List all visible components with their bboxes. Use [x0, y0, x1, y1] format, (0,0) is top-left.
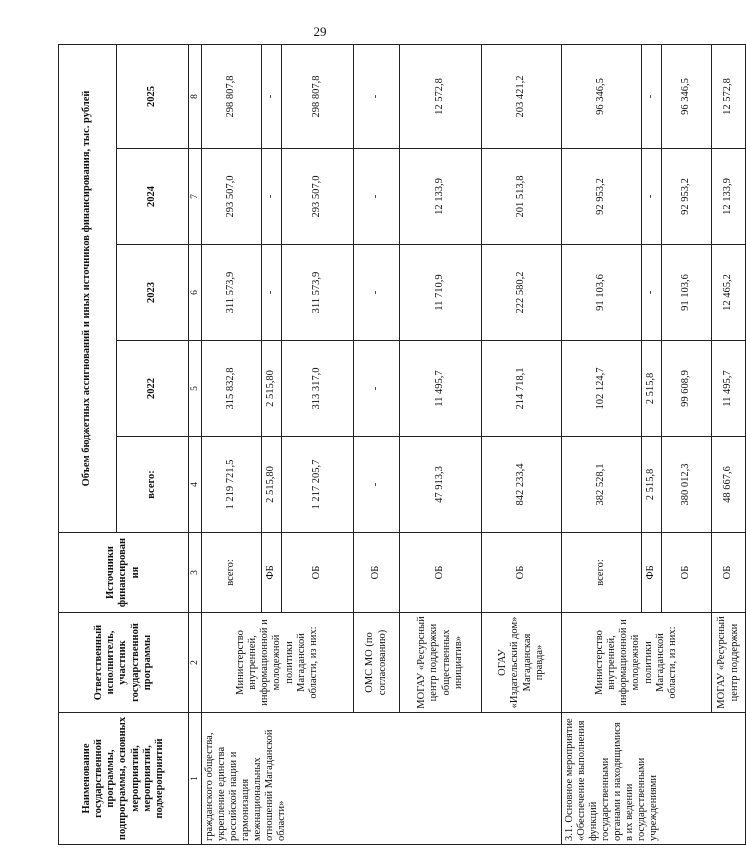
value-cell: 11 495,7 [400, 341, 482, 437]
header-funding-volume: Объем бюджетных ассигнований и иных источников финансирования, тыс. рублей [59, 44, 117, 532]
source-cell: всего: [202, 533, 262, 613]
value-cell: 214 718,1 [482, 341, 562, 437]
header-year-2025: 2025 [117, 44, 189, 148]
value-cell: - [354, 44, 400, 148]
value-cell: 99 608,9 [662, 341, 712, 437]
value-cell: 1 217 205,7 [282, 437, 354, 533]
source-cell: ОБ [282, 533, 354, 613]
column-number: 2 [189, 613, 202, 713]
source-cell: всего: [562, 533, 642, 613]
value-cell: 12 572,8 [712, 44, 746, 148]
executor-cell: Министерство внутренней, информационной и молодежной политики Магаданской области, из них: [562, 613, 712, 713]
value-cell: - [642, 44, 662, 148]
header-funding-source: Источники финансирования [59, 533, 189, 613]
table-body [202, 44, 746, 844]
value-cell: - [354, 341, 400, 437]
value-cell: 1 219 721,5 [202, 437, 262, 533]
value-cell: 96 346,5 [662, 44, 712, 148]
value-cell: 222 580,2 [482, 245, 562, 341]
value-cell: 11 495,7 [712, 341, 746, 437]
value-cell: 293 507,0 [202, 149, 262, 245]
value-cell: 842 233,4 [482, 437, 562, 533]
value-cell: - [262, 149, 282, 245]
column-number: 8 [189, 44, 202, 148]
column-number: 4 [189, 437, 202, 533]
column-numbers-row [189, 44, 202, 844]
value-cell: 92 953,2 [662, 149, 712, 245]
value-cell: 2 515,8 [642, 341, 662, 437]
rotated-table-sheet [58, 45, 740, 845]
value-cell: 11 710,9 [400, 245, 482, 341]
value-cell: - [262, 44, 282, 148]
value-cell: 102 124,7 [562, 341, 642, 437]
table-row [562, 44, 642, 844]
value-cell: 91 103,6 [562, 245, 642, 341]
column-number: 3 [189, 533, 202, 613]
value-cell: 311 573,9 [202, 245, 262, 341]
value-cell: 2 515,80 [262, 341, 282, 437]
value-cell: 298 807,8 [202, 44, 262, 148]
value-cell: 48 667,6 [712, 437, 746, 533]
source-cell: ФБ [262, 533, 282, 613]
value-cell: 293 507,0 [282, 149, 354, 245]
source-cell: ОБ [712, 533, 746, 613]
source-cell: ФБ [642, 533, 662, 613]
value-cell: 311 573,9 [282, 245, 354, 341]
value-cell: - [354, 437, 400, 533]
executor-cell: МОГАУ «Ресурсный центр поддержки общественных инициатив» [400, 613, 482, 713]
value-cell: 203 421,2 [482, 44, 562, 148]
header-total: всего: [117, 437, 189, 533]
header-year-2022: 2022 [117, 341, 189, 437]
column-number: 1 [189, 713, 202, 845]
value-cell: 92 953,2 [562, 149, 642, 245]
value-cell: 313 317,0 [282, 341, 354, 437]
source-cell: ОБ [400, 533, 482, 613]
value-cell: 2 515,8 [642, 437, 662, 533]
value-cell: - [262, 245, 282, 341]
value-cell: 201 513,8 [482, 149, 562, 245]
value-cell: 12 133,9 [400, 149, 482, 245]
value-cell: - [354, 149, 400, 245]
source-cell: ОБ [662, 533, 712, 613]
value-cell: - [642, 149, 662, 245]
value-cell: 47 913,3 [400, 437, 482, 533]
value-cell: 91 103,6 [662, 245, 712, 341]
financing-table [58, 44, 746, 845]
value-cell: 12 133,9 [712, 149, 746, 245]
column-number: 7 [189, 149, 202, 245]
table-row [202, 44, 262, 844]
page-number: 29 [313, 24, 327, 39]
program-name-cell: гражданского общества, укрепление единства российской нации и гармонизация межнациональных отношений Магаданской области» [202, 713, 562, 845]
column-number: 6 [189, 245, 202, 341]
value-cell: 298 807,8 [282, 44, 354, 148]
header-year-2024: 2024 [117, 149, 189, 245]
executor-cell: ОМС МО (по согласованию) [354, 613, 400, 713]
executor-cell: ОГАУ «Издательский дом» Магаданская правда» [482, 613, 562, 713]
value-cell: 382 528,1 [562, 437, 642, 533]
value-cell: 2 515,80 [262, 437, 282, 533]
value-cell: 315 832,8 [202, 341, 262, 437]
source-cell: ОБ [482, 533, 562, 613]
column-number: 5 [189, 341, 202, 437]
value-cell: 12 465,2 [712, 245, 746, 341]
program-name-cell: 3.1. Основное мероприятие «Обеспечение выполнения функций государственными органами и находящимися в их ведении государственными учреждениями [562, 713, 746, 845]
header-program-name: Наименование государственной программы, подпрограммы, основных мероприятий, мероприятий, подмероприятий [59, 713, 189, 845]
value-cell: - [642, 245, 662, 341]
executor-cell: МОГАУ «Ресурсный центр поддержки [712, 613, 746, 713]
value-cell: 96 346,5 [562, 44, 642, 148]
value-cell: 12 572,8 [400, 44, 482, 148]
executor-cell: Министерство внутренней, информационной и молодежной политики Магаданской области, из них: [202, 613, 354, 713]
value-cell: - [354, 245, 400, 341]
source-cell: ОБ [354, 533, 400, 613]
header-year-2023: 2023 [117, 245, 189, 341]
value-cell: 380 012,3 [662, 437, 712, 533]
header-executor: Ответственный исполнитель, участник государственной программы [59, 613, 189, 713]
